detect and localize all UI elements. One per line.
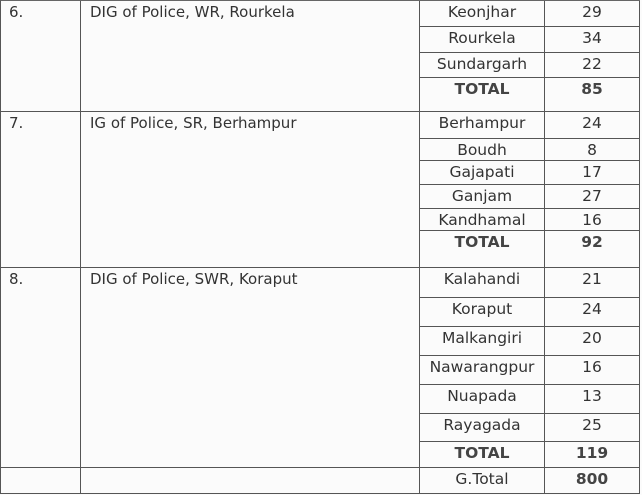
serial-number: 8.: [1, 268, 81, 467]
empty-cell: [81, 468, 420, 493]
district-count: 34: [545, 27, 640, 52]
district-name: Boudh: [420, 139, 545, 160]
district-name: Rayagada: [420, 414, 545, 441]
district-row: [420, 112, 640, 139]
district-name: Kalahandi: [420, 268, 545, 297]
district-name: Nuapada: [420, 385, 545, 413]
district-count: 17: [545, 161, 640, 184]
grand-total-label: G.Total: [420, 468, 545, 493]
district-name: Nawarangpur: [420, 356, 545, 384]
district-name: Keonjhar: [420, 1, 545, 26]
district-name: Koraput: [420, 298, 545, 326]
total-label: TOTAL: [420, 78, 545, 111]
grand-total-value: 800: [545, 468, 640, 493]
district-row: [420, 185, 640, 209]
district-row: [420, 268, 640, 298]
total-label: TOTAL: [420, 442, 545, 467]
total-row: [420, 78, 640, 111]
district-count: 22: [545, 53, 640, 77]
district-count: 8: [545, 139, 640, 160]
serial-number: 7.: [1, 112, 81, 267]
empty-cell: [1, 468, 81, 493]
district-count: 27: [545, 185, 640, 208]
grand-total-row: [1, 468, 640, 494]
office-name: IG of Police, SR, Berhampur: [81, 112, 420, 267]
district-count: 24: [545, 298, 640, 326]
total-value: 119: [545, 442, 640, 467]
district-name: Gajapati: [420, 161, 545, 184]
district-name: Sundargarh: [420, 53, 545, 77]
district-row: [420, 27, 640, 53]
district-name: Kandhamal: [420, 209, 545, 230]
district-count: 29: [545, 1, 640, 26]
table-group: [1, 1, 640, 112]
office-name: DIG of Police, SWR, Koraput: [81, 268, 420, 467]
district-count: 16: [545, 209, 640, 230]
district-name: Ganjam: [420, 185, 545, 208]
table-group: [1, 112, 640, 268]
total-value: 85: [545, 78, 640, 111]
district-row: [420, 1, 640, 27]
total-value: 92: [545, 231, 640, 267]
district-count: 25: [545, 414, 640, 441]
district-count: 24: [545, 112, 640, 138]
district-count: 16: [545, 356, 640, 384]
district-list: [420, 1, 640, 111]
grand-total: [420, 468, 640, 493]
district-list: [420, 112, 640, 267]
total-row: [420, 442, 640, 467]
district-row: [420, 414, 640, 442]
district-name: Rourkela: [420, 27, 545, 52]
district-row: [420, 209, 640, 231]
district-row: [420, 298, 640, 327]
district-list: [420, 268, 640, 467]
serial-number: 6.: [1, 1, 81, 111]
district-name: Malkangiri: [420, 327, 545, 355]
total-label: TOTAL: [420, 231, 545, 267]
office-name: DIG of Police, WR, Rourkela: [81, 1, 420, 111]
district-count: 13: [545, 385, 640, 413]
district-row: [420, 356, 640, 385]
table-group: [1, 268, 640, 468]
grand-total-cells: [420, 468, 640, 493]
district-row: [420, 139, 640, 161]
district-row: [420, 385, 640, 414]
district-row: [420, 327, 640, 356]
district-count: 20: [545, 327, 640, 355]
total-row: [420, 231, 640, 267]
district-row: [420, 53, 640, 78]
district-name: Berhampur: [420, 112, 545, 138]
district-row: [420, 161, 640, 185]
district-count: 21: [545, 268, 640, 297]
